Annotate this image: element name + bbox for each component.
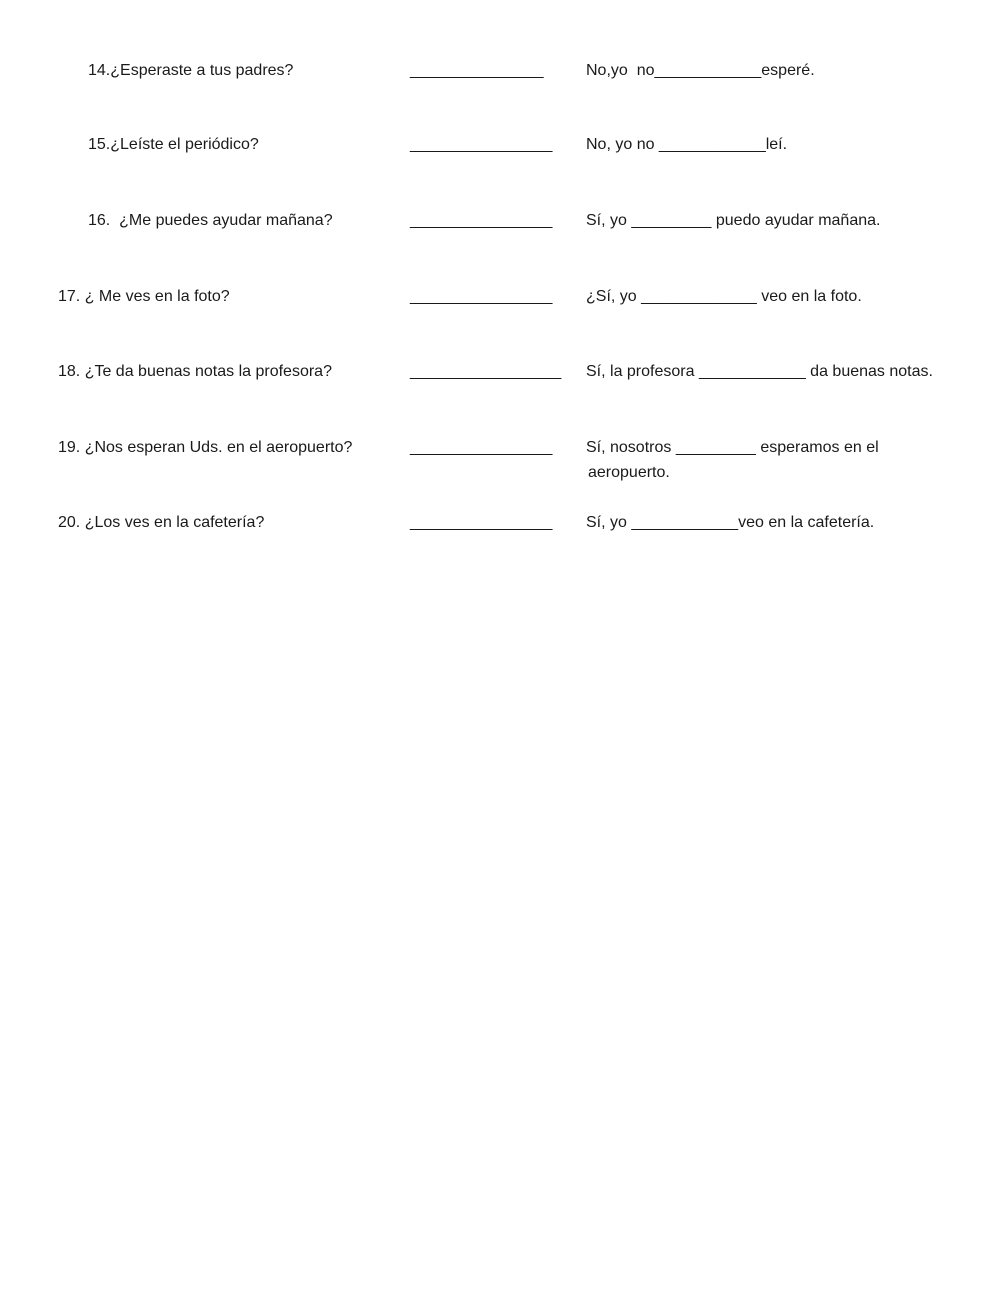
question-text: 18. ¿Te da buenas notas la profesora? xyxy=(58,363,332,380)
question-text: 14.¿Esperaste a tus padres? xyxy=(88,62,294,79)
exercise-row-20 xyxy=(0,510,1000,560)
answer-sentence: No,yo no____________esperé. xyxy=(586,62,815,79)
question-text: 15.¿Leíste el periódico? xyxy=(88,136,259,153)
exercise-row-16 xyxy=(0,208,1000,258)
answer-sentence: Sí, yo _________ puedo ayudar mañana. xyxy=(586,212,881,229)
exercise-row-18 xyxy=(0,359,1000,409)
answer-blank: ________________ xyxy=(410,212,553,229)
exercise-row-15 xyxy=(0,132,1000,182)
answer-blank: ________________ xyxy=(410,514,553,531)
question-text: 16. ¿Me puedes ayudar mañana? xyxy=(88,212,333,229)
question-text: 19. ¿Nos esperan Uds. en el aeropuerto? xyxy=(58,439,353,456)
answer-sentence: Sí, yo ____________veo en la cafetería. xyxy=(586,514,875,531)
answer-sentence-continuation: aeropuerto. xyxy=(588,464,670,481)
answer-blank: ________________ xyxy=(410,439,553,456)
answer-sentence: No, yo no ____________leí. xyxy=(586,136,788,153)
question-text: 20. ¿Los ves en la cafetería? xyxy=(58,514,265,531)
answer-blank: ________________ xyxy=(410,288,553,305)
answer-sentence: Sí, nosotros _________ esperamos en el xyxy=(586,439,879,456)
answer-sentence: Sí, la profesora ____________ da buenas notas. xyxy=(586,363,933,380)
exercise-row-17 xyxy=(0,284,1000,334)
answer-blank: _______________ xyxy=(410,62,544,79)
exercise-row-19 xyxy=(0,435,1000,485)
question-text: 17. ¿ Me ves en la foto? xyxy=(58,288,230,305)
answer-blank: _________________ xyxy=(410,363,562,380)
exercise-row-14 xyxy=(0,58,1000,108)
answer-sentence: ¿Sí, yo _____________ veo en la foto. xyxy=(586,288,862,305)
answer-blank: ________________ xyxy=(410,136,553,153)
